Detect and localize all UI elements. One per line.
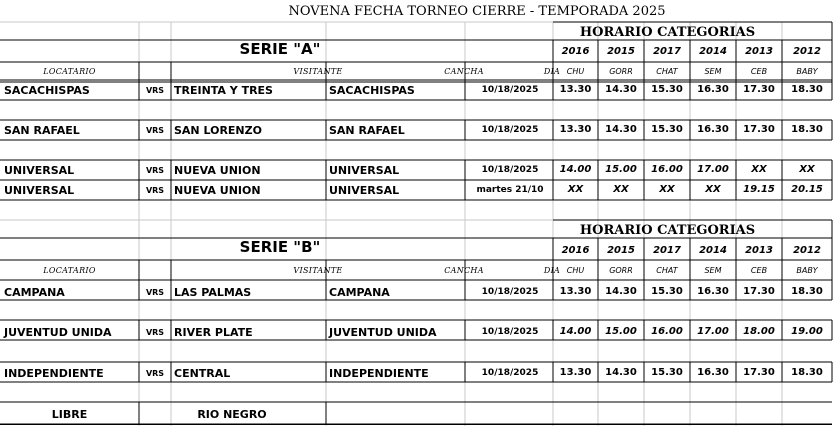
- match-locatario: CAMPANA: [4, 286, 65, 299]
- match-vs: VRS: [145, 288, 165, 297]
- column-header-locatario: LOCATARIO: [43, 266, 96, 275]
- libre-team: RIO NEGRO: [197, 408, 267, 421]
- match-time: 16.00: [651, 326, 683, 337]
- serie-title: SERIE "A": [239, 40, 321, 58]
- column-header-dia: DIA: [543, 67, 561, 76]
- year-header: 2017: [653, 46, 681, 57]
- category-header: SEM: [704, 67, 722, 76]
- category-header: CHU: [566, 266, 585, 275]
- match-time: 17.30: [743, 286, 775, 297]
- category-header: SEM: [704, 266, 722, 275]
- match-dia: 10/18/2025: [481, 165, 539, 175]
- column-header-cancha: CANCHA: [444, 67, 484, 76]
- category-header: BABY: [796, 67, 818, 76]
- match-vs: VRS: [145, 166, 165, 175]
- category-header: BABY: [796, 266, 818, 275]
- column-header-dia: DIA: [543, 266, 561, 275]
- year-header: 2014: [699, 46, 727, 57]
- match-time: 14.00: [559, 164, 592, 175]
- match-time: 16.00: [651, 164, 683, 175]
- match-time: XX: [659, 184, 675, 195]
- match-time: 15.30: [651, 84, 683, 95]
- match-time: 15.30: [651, 124, 683, 135]
- match-locatario: INDEPENDIENTE: [4, 367, 104, 380]
- year-header: 2013: [745, 245, 773, 256]
- column-header-cancha: CANCHA: [444, 266, 484, 275]
- match-cancha: UNIVERSAL: [329, 164, 400, 177]
- match-time: 15.30: [651, 286, 683, 297]
- match-time: 19.15: [743, 184, 775, 195]
- match-vs: VRS: [145, 328, 165, 337]
- year-header: 2016: [561, 46, 590, 57]
- match-cancha: SAN RAFAEL: [329, 124, 405, 137]
- category-header: CHU: [566, 67, 585, 76]
- match-visitante: SAN LORENZO: [174, 124, 262, 137]
- year-header: 2015: [607, 245, 635, 256]
- match-time: 13.30: [559, 367, 592, 378]
- match-time: 18.30: [791, 84, 823, 95]
- match-time: XX: [751, 164, 767, 175]
- serie-title: SERIE "B": [239, 238, 321, 256]
- year-header: 2013: [745, 46, 773, 57]
- match-time: 18.00: [743, 326, 775, 337]
- year-header: 2016: [561, 245, 590, 256]
- match-time: 14.30: [605, 124, 637, 135]
- match-vs: VRS: [145, 369, 165, 378]
- match-cancha: UNIVERSAL: [329, 184, 400, 197]
- category-header: GORR: [609, 266, 633, 275]
- match-time: 14.30: [605, 84, 637, 95]
- year-header: 2014: [699, 245, 727, 256]
- match-dia: martes 21/10: [476, 185, 544, 195]
- match-time: 15.30: [651, 367, 683, 378]
- match-time: 16.30: [697, 84, 729, 95]
- match-time: 13.30: [559, 84, 592, 95]
- libre-label: LIBRE: [51, 408, 88, 421]
- match-time: 18.30: [791, 367, 823, 378]
- match-time: 20.15: [791, 184, 823, 195]
- match-time: 13.30: [559, 124, 592, 135]
- match-cancha: JUVENTUD UNIDA: [329, 326, 437, 339]
- match-time: 16.30: [697, 367, 729, 378]
- horario-categorias-label: HORARIO CATEGORIAS: [579, 223, 756, 238]
- year-header: 2017: [653, 245, 681, 256]
- match-cancha: INDEPENDIENTE: [329, 367, 429, 380]
- match-time: 17.30: [743, 84, 775, 95]
- category-header: GORR: [609, 67, 633, 76]
- column-header-visitante: VISITANTE: [293, 67, 343, 76]
- match-time: XX: [567, 184, 584, 195]
- category-header: CHAT: [656, 67, 678, 76]
- match-visitante: TREINTA Y TRES: [174, 84, 273, 97]
- match-time: 18.30: [791, 286, 823, 297]
- match-time: 14.30: [605, 367, 637, 378]
- match-visitante: NUEVA UNION: [174, 164, 261, 177]
- horario-categorias-label: HORARIO CATEGORIAS: [579, 25, 756, 40]
- match-cancha: CAMPANA: [329, 286, 390, 299]
- match-visitante: LAS PALMAS: [174, 286, 252, 299]
- match-dia: 10/18/2025: [481, 85, 539, 95]
- match-time: 17.00: [697, 326, 729, 337]
- match-vs: VRS: [145, 126, 165, 135]
- match-locatario: JUVENTUD UNIDA: [4, 326, 112, 339]
- match-dia: 10/18/2025: [481, 125, 539, 135]
- match-time: 15.00: [605, 326, 637, 337]
- match-time: XX: [613, 184, 629, 195]
- match-time: 17.30: [743, 367, 775, 378]
- year-header: 2015: [607, 46, 635, 57]
- match-dia: 10/18/2025: [481, 368, 539, 378]
- match-visitante: CENTRAL: [174, 367, 231, 380]
- page-title: NOVENA FECHA TORNEO CIERRE - TEMPORADA 2025: [288, 4, 666, 19]
- category-header: CHAT: [656, 266, 678, 275]
- match-vs: VRS: [145, 86, 165, 95]
- category-header: CEB: [750, 67, 768, 76]
- match-time: 15.00: [605, 164, 637, 175]
- match-visitante: NUEVA UNION: [174, 184, 261, 197]
- category-header: CEB: [750, 266, 768, 275]
- column-header-locatario: LOCATARIO: [43, 67, 96, 76]
- match-dia: 10/18/2025: [481, 327, 539, 337]
- match-time: 16.30: [697, 124, 729, 135]
- match-time: 17.30: [743, 124, 775, 135]
- match-time: 16.30: [697, 286, 729, 297]
- match-time: 14.00: [559, 326, 592, 337]
- year-header: 2012: [793, 245, 821, 256]
- match-time: 13.30: [559, 286, 592, 297]
- match-locatario: UNIVERSAL: [4, 184, 75, 197]
- match-time: XX: [705, 184, 721, 195]
- match-visitante: RIVER PLATE: [174, 326, 253, 339]
- match-dia: 10/18/2025: [481, 287, 539, 297]
- match-locatario: SACACHISPAS: [4, 84, 90, 97]
- match-locatario: UNIVERSAL: [4, 164, 75, 177]
- match-time: 19.00: [791, 326, 823, 337]
- year-header: 2012: [793, 46, 821, 57]
- match-time: 17.00: [697, 164, 729, 175]
- match-time: XX: [799, 164, 815, 175]
- match-locatario: SAN RAFAEL: [4, 124, 80, 137]
- match-time: 18.30: [791, 124, 823, 135]
- match-vs: VRS: [145, 186, 165, 195]
- match-cancha: SACACHISPAS: [329, 84, 415, 97]
- column-header-visitante: VISITANTE: [293, 266, 343, 275]
- match-time: 14.30: [605, 286, 637, 297]
